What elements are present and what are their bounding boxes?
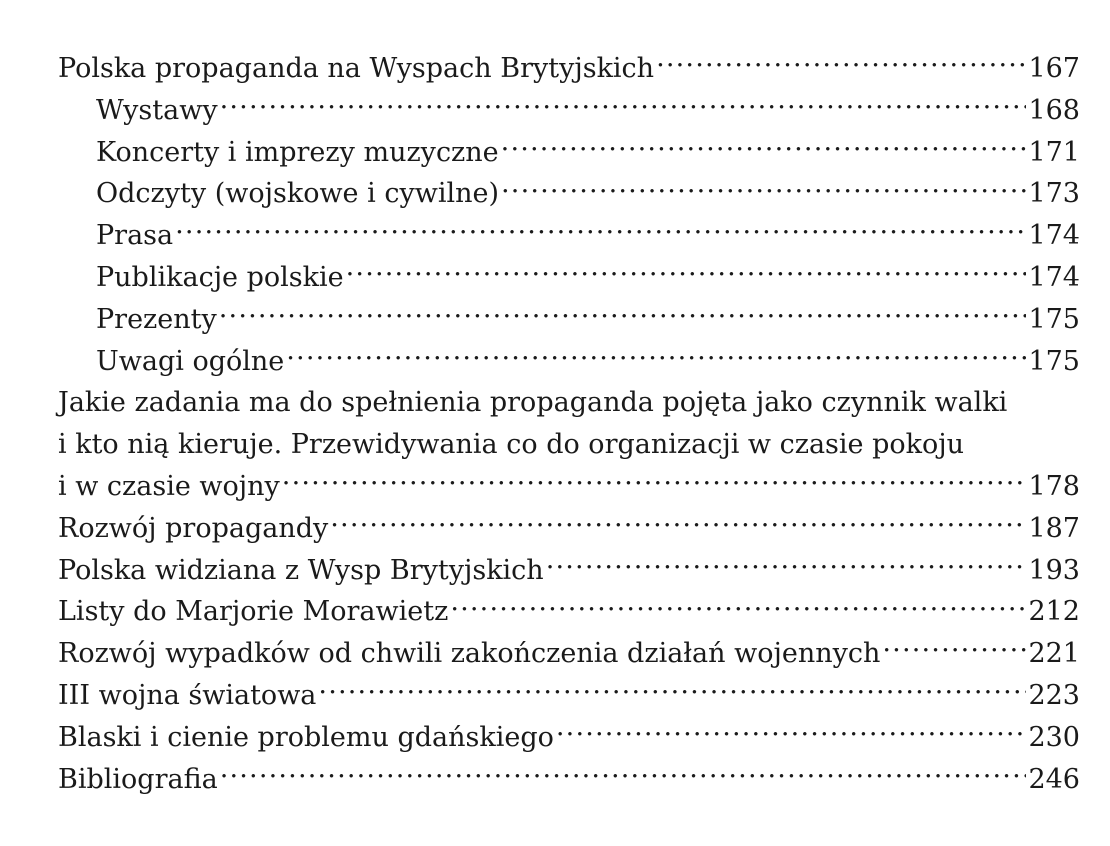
toc-entry [58, 759, 1080, 801]
toc-subentry [58, 90, 1080, 132]
toc-entry [58, 550, 1080, 592]
dot-leader [286, 343, 1026, 370]
toc-entry-title-line: i kto nią kieruje. Przewidywania co do organizacji w czasie pokoju [58, 429, 965, 461]
dot-leader [556, 719, 1027, 746]
toc-subentry [58, 341, 1080, 383]
toc-entry [58, 591, 1080, 633]
toc-entry-page: 187 [1028, 512, 1080, 544]
dot-leader [318, 677, 1026, 704]
toc-entry-page: 221 [1028, 638, 1080, 670]
toc-subentry [58, 299, 1080, 341]
toc-entry-page: 167 [1028, 53, 1080, 84]
dot-leader [501, 134, 1027, 161]
toc-entry-page: 174 [1028, 220, 1080, 252]
toc-entry [58, 466, 1080, 508]
toc-entry-page: 178 [1028, 470, 1080, 502]
toc-entry [58, 508, 1080, 550]
toc-subentry [58, 173, 1080, 215]
dot-leader [220, 761, 1027, 788]
toc-entry-page: 175 [1028, 303, 1080, 335]
toc-entry-title: Koncerty i imprezy muzyczne [96, 136, 499, 168]
dot-leader [175, 217, 1026, 244]
toc-entry-title: i w czasie wojny [58, 470, 280, 502]
table-of-contents [58, 48, 1080, 800]
dot-leader [501, 175, 1026, 202]
toc-subentry [58, 257, 1080, 299]
toc-entry-page: 230 [1028, 721, 1080, 753]
toc-entry-title: Prezenty [96, 303, 217, 335]
toc-entry-page: 171 [1028, 136, 1080, 168]
toc-entry-title: Rozwój propagandy [58, 512, 329, 544]
dot-leader [450, 593, 1026, 620]
dot-leader [282, 468, 1027, 495]
toc-entry-title: III wojna światowa [58, 679, 317, 711]
toc-entry-title: Polska propaganda na Wyspach Brytyjskich [58, 53, 655, 84]
toc-entry-title: Odczyty (wojskowe i cywilne) [96, 178, 499, 210]
toc-entry [58, 717, 1080, 759]
toc-entry-title: Uwagi ogólne [96, 345, 285, 377]
toc-entry-title: Polska widziana z Wysp Brytyjskich [58, 554, 544, 586]
dot-leader [330, 510, 1026, 537]
toc-entry-page: 246 [1028, 763, 1080, 795]
dot-leader [220, 92, 1027, 119]
toc-entry [58, 633, 1080, 675]
toc-entry-title: Blaski i cienie problemu gdańskiego [58, 721, 554, 753]
toc-entry-page: 173 [1028, 178, 1080, 210]
toc-entry-title: Rozwój wypadków od chwili zakończenia działań wojennych [58, 638, 881, 670]
dot-leader [346, 259, 1027, 286]
toc-subentry [58, 215, 1080, 257]
toc-subentry [58, 132, 1080, 174]
toc-entry [58, 48, 1080, 90]
toc-entry-page: 223 [1028, 679, 1080, 711]
toc-entry-title-line: Jakie zadania ma do spełnienia propaganda pojęta jako czynnik walki [58, 387, 1008, 419]
dot-leader [219, 301, 1027, 328]
toc-entry-page: 212 [1028, 596, 1080, 628]
dot-leader [546, 552, 1027, 579]
dot-leader [656, 50, 1026, 77]
toc-entry-page: 168 [1028, 94, 1080, 126]
toc-entry-title: Listy do Marjorie Morawietz [58, 596, 449, 628]
toc-entry-page: 174 [1028, 261, 1080, 293]
toc-entry [58, 675, 1080, 717]
toc-entry-title: Wystawy [96, 94, 218, 126]
toc-entry-page: 175 [1028, 345, 1080, 377]
toc-entry-title: Bibliografia [58, 763, 218, 795]
dot-leader [882, 635, 1026, 662]
toc-entry-title: Publikacje polskie [96, 261, 344, 293]
toc-entry-page: 193 [1028, 554, 1080, 586]
toc-entry-title: Prasa [96, 220, 174, 252]
